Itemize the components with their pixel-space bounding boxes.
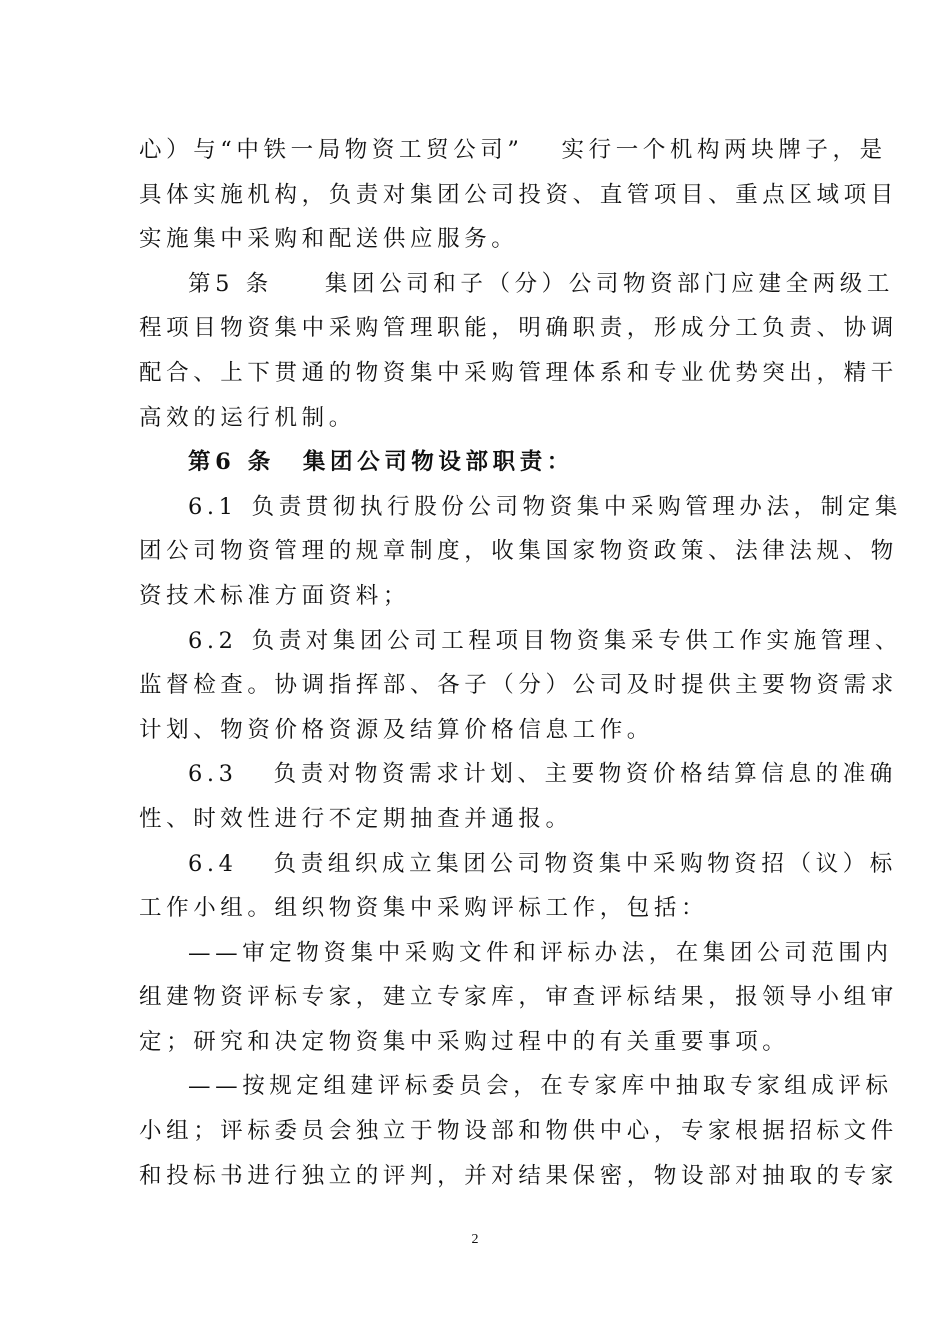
text-line: 高效的运行机制。 (139, 404, 356, 431)
text-line: 组建物资评标专家，建立专家库，审查评标结果，报领导小组审 (139, 984, 898, 1011)
text-line: 工作小组。组织物资集中采购评标工作，包括： (139, 895, 709, 922)
text-line: 性、时效性进行不定期抽查并通报。 (139, 805, 573, 832)
text-line (139, 842, 897, 887)
text-segment: 负责对集团公司工程项目物资集采专供工作实施管理、 (251, 627, 902, 654)
page-number: 2 (471, 1232, 479, 1247)
article-label: 第6 条 (188, 449, 275, 476)
text-line: 计划、物资价格资源及结算价格信息工作。 (139, 716, 654, 743)
clause-number: 6.4 (188, 850, 238, 877)
text-line: 团公司物资管理的规章制度，收集国家物资政策、法律法规、物 (139, 538, 898, 565)
text-line: 小组；评标委员会独立于物设部和物供中心，专家根据招标文件 (139, 1118, 898, 1145)
text-line (139, 262, 894, 307)
text-line: 监督检查。协调指挥部、各子（分）公司及时提供主要物资需求 (139, 672, 898, 699)
text-line: 配合、上下贯通的物资集中采购管理体系和专业优势突出，精干 (139, 359, 898, 386)
text-segment: 负责组织成立集团公司物资集中采购物资招（议）标 (273, 850, 897, 877)
section-heading (139, 440, 829, 485)
clause-number: 6.2 (188, 627, 238, 654)
text-line (139, 752, 897, 797)
text-segment: 集团公司和子（分）公司物资部门应建全两级工 (324, 270, 894, 297)
text-line (139, 619, 902, 664)
text-segment: 心）与“中铁一局物资工贸公司” (139, 137, 524, 163)
text-line (139, 485, 902, 530)
text-line: 具体实施机构，负责对集团公司投资、直管项目、重点区域项目 (139, 181, 898, 208)
text-line: 资技术标准方面资料； (139, 582, 411, 609)
article-label: 第5 条 (188, 270, 273, 297)
text-line (139, 128, 887, 173)
text-segment: 实行一个机构两块牌子，是 (561, 137, 887, 163)
clause-number: 6.3 (188, 761, 238, 788)
text-line: 和投标书进行独立的评判，并对结果保密，物设部对抽取的专家 (139, 1162, 898, 1189)
heading-text: 集团公司物设部职责： (302, 449, 574, 476)
text-line: ——按规定组建评标委员会，在专家库中抽取专家组成评标 (188, 1073, 893, 1100)
text-segment: 负责对物资需求计划、主要物资价格结算信息的准确 (273, 761, 897, 788)
text-segment: 负责贯彻执行股份公司物资集中采购管理办法，制定集 (251, 493, 902, 520)
text-line: 实施集中采购和配送供应服务。 (139, 226, 519, 253)
clause-number: 6.1 (188, 493, 238, 520)
text-line: 定；研究和决定物资集中采购过程中的有关重要事项。 (139, 1028, 790, 1055)
text-line: 程项目物资集中采购管理职能，明确职责，形成分工负责、协调 (139, 315, 898, 342)
document-body (139, 128, 902, 1198)
text-line: ——审定物资集中采购文件和评标办法，在集团公司范围内 (188, 939, 893, 966)
